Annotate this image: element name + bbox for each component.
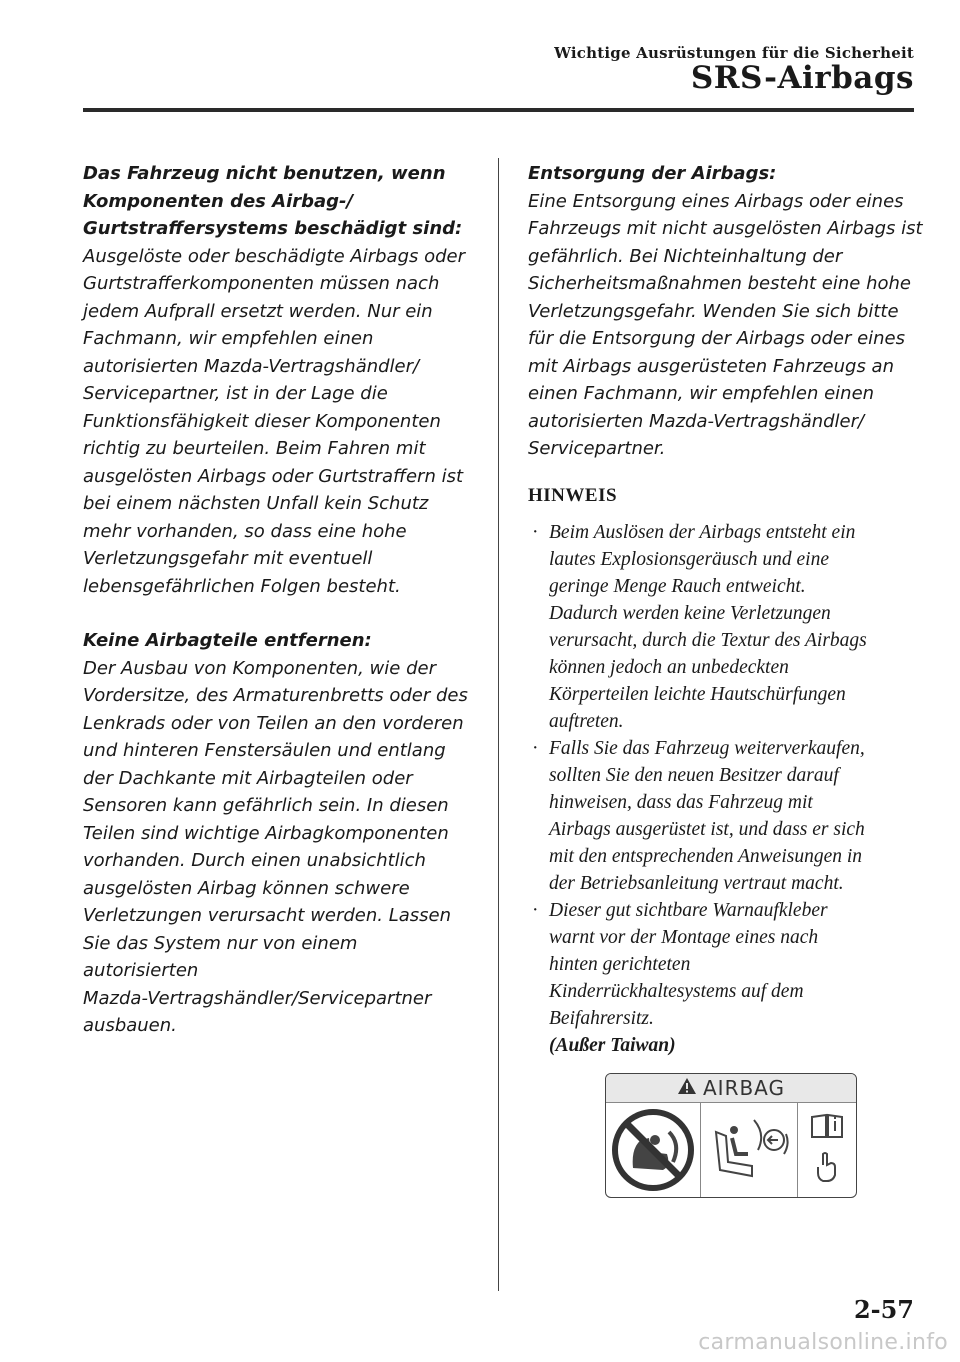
note-line: warnt vor der Montage eines nach bbox=[549, 926, 819, 948]
body-line: Verletzungsgefahr. Wenden Sie sich bitte bbox=[528, 300, 899, 322]
body-line: und hinteren Fenstersäulen und entlang bbox=[83, 740, 446, 761]
note-line: mit den entsprechenden Anweisungen in bbox=[549, 845, 863, 867]
body-line: Mazda-Vertragshändler/Servicepartner bbox=[83, 987, 432, 1009]
body-line: vorhanden. Durch einen unabsichtlich bbox=[83, 850, 426, 871]
body-line: Sicherheitsmaßnahmen besteht eine hohe bbox=[528, 273, 911, 294]
note-item bbox=[528, 735, 923, 897]
body-line: Fahrzeugs mit nicht ausgelösten Airbags ist bbox=[528, 218, 923, 239]
body-line: Gurtstrafferkomponenten müssen nach bbox=[83, 273, 440, 294]
heading-line: Keine Airbagteile entfernen: bbox=[83, 630, 372, 651]
body-line: Fachmann, wir empfehlen einen bbox=[83, 328, 374, 349]
watermark: carmanualsonline.info bbox=[698, 1330, 948, 1355]
body-line: autorisierten Mazda-Vertragshändler/ bbox=[528, 410, 865, 432]
airbag-label-header bbox=[606, 1074, 856, 1103]
section-damaged-components bbox=[83, 160, 478, 600]
header-subtitle: Wichtige Ausrüstungen für die Sicherheit bbox=[554, 44, 914, 62]
left-column bbox=[83, 160, 478, 1040]
body-line: ausbauen. bbox=[83, 1015, 177, 1036]
note-line: Körperteilen leichte Hautschürfungen bbox=[549, 683, 846, 705]
airbag-warning-label bbox=[605, 1073, 857, 1198]
body-line: Ausgelöste oder beschädigte Airbags oder bbox=[83, 245, 466, 267]
body-line: Sensoren kann gefährlich sein. In diesen bbox=[83, 795, 449, 816]
airbag-deploy-child-seat-icon bbox=[701, 1103, 798, 1197]
section-remove-parts bbox=[83, 627, 478, 1040]
note-line: Falls Sie das Fahrzeug weiterverkaufen, bbox=[549, 737, 865, 759]
body-line: mit Airbags ausgerüsteten Fahrzeugs an bbox=[528, 355, 894, 377]
right-column bbox=[528, 160, 923, 1198]
body-line: Funktionsfähigkeit dieser Komponenten bbox=[83, 410, 441, 432]
body-line: Servicepartner. bbox=[528, 438, 666, 459]
note-line: hinweisen, dass das Fahrzeug mit bbox=[549, 791, 813, 813]
warning-triangle-icon bbox=[677, 1076, 697, 1100]
page-title: SRS-Airbags bbox=[690, 60, 914, 96]
note-line: Airbags ausgerüstet ist, und dass er sich bbox=[549, 818, 865, 840]
body-line: bei einem nächsten Unfall kein Schutz bbox=[83, 493, 429, 514]
body-line: einen Fachmann, wir empfehlen einen bbox=[528, 383, 875, 404]
note-line: lautes Explosionsgeräusch und eine bbox=[549, 548, 829, 570]
body-line: Vordersitze, des Armaturenbretts oder des bbox=[83, 685, 468, 706]
note-item bbox=[528, 519, 923, 735]
body-line: jedem Aufprall ersetzt werden. Nur ein bbox=[83, 300, 433, 322]
bullet-dot: · bbox=[532, 737, 539, 759]
bullet-dot: · bbox=[532, 521, 539, 543]
body-line: Verletzungen verursacht werden. Lassen bbox=[83, 905, 452, 926]
body-line: Servicepartner, ist in der Lage die bbox=[83, 383, 388, 404]
heading-line: Das Fahrzeug nicht benutzen, wenn bbox=[83, 163, 446, 184]
body-line: Teilen sind wichtige Airbagkomponenten bbox=[83, 822, 449, 844]
no-rear-facing-child-seat-icon bbox=[606, 1103, 701, 1197]
body-line: richtig zu beurteilen. Beim Fahren mit bbox=[83, 438, 426, 459]
note-line: Kinderrückhaltesystems auf dem bbox=[549, 980, 804, 1002]
note-line: verursacht, durch die Textur des Airbags bbox=[549, 629, 867, 651]
note-line: Beim Auslösen der Airbags entsteht ein bbox=[549, 521, 856, 543]
body-line: gefährlich. Bei Nichteinhaltung der bbox=[528, 245, 843, 267]
body-line: ausgelösten Airbags oder Gurtstraffern ist bbox=[83, 465, 464, 487]
note-line: können jedoch an unbedeckten bbox=[549, 656, 789, 678]
section-body bbox=[83, 243, 478, 601]
body-line: Der Ausbau von Komponenten, wie der bbox=[83, 657, 436, 679]
manual-book-icon bbox=[810, 1113, 844, 1143]
section-body bbox=[528, 188, 923, 463]
body-line: Verletzungsgefahr mit eventuell bbox=[83, 548, 373, 569]
note-line: Dieser gut sichtbare Warnaufkleber bbox=[549, 899, 828, 921]
note-line: der Betriebsanleitung vertraut macht. bbox=[549, 872, 844, 894]
note-line: hinten gerichteten bbox=[549, 953, 691, 975]
note-line: geringe Menge Rauch entweicht. bbox=[549, 575, 806, 597]
body-line: Lenkrads oder von Teilen an den vorderen bbox=[83, 712, 464, 734]
section-airbag-disposal bbox=[528, 160, 923, 463]
column-divider bbox=[498, 158, 499, 1291]
note-line: auftreten. bbox=[549, 710, 624, 732]
body-line: für die Entsorgung der Airbags oder eines bbox=[528, 328, 905, 349]
body-line: der Dachkante mit Airbagteilen oder bbox=[83, 767, 413, 789]
note-heading: HINWEIS bbox=[528, 484, 618, 506]
heading-line: Entsorgung der Airbags: bbox=[528, 163, 777, 184]
section-body bbox=[83, 655, 478, 1040]
note-line: Dadurch werden keine Verletzungen bbox=[549, 602, 831, 624]
header-rule bbox=[83, 108, 914, 112]
heading-line: Komponenten des Airbag-/ bbox=[83, 190, 354, 212]
airbag-label-text: AIRBAG bbox=[702, 1075, 786, 1100]
section-heading bbox=[83, 160, 478, 243]
heading-line: Gurtstraffersystems beschädigt sind: bbox=[83, 218, 463, 239]
hand-touch-icon bbox=[815, 1151, 839, 1187]
note-line: Beifahrersitz. bbox=[549, 1007, 654, 1029]
section-heading bbox=[528, 160, 923, 188]
bullet-dot: · bbox=[532, 899, 539, 921]
body-line: autorisierten Mazda-Vertragshändler/ bbox=[83, 355, 420, 377]
body-line: lebensgefährlichen Folgen besteht. bbox=[83, 575, 401, 597]
region-label: (Außer Taiwan) bbox=[549, 1034, 676, 1056]
body-line: Sie das System nur von einem autorisierten bbox=[83, 932, 358, 981]
body-line: Eine Entsorgung eines Airbags oder eines bbox=[528, 190, 904, 212]
section-heading bbox=[83, 627, 478, 655]
note-line: sollten Sie den neuen Besitzer darauf bbox=[549, 764, 839, 786]
page-number: 2-57 bbox=[853, 1295, 914, 1324]
note-list bbox=[528, 519, 923, 1059]
note-item bbox=[528, 897, 923, 1059]
body-line: ausgelösten Airbag können schwere bbox=[83, 877, 410, 899]
body-line: mehr vorhanden, so dass eine hohe bbox=[83, 520, 407, 542]
